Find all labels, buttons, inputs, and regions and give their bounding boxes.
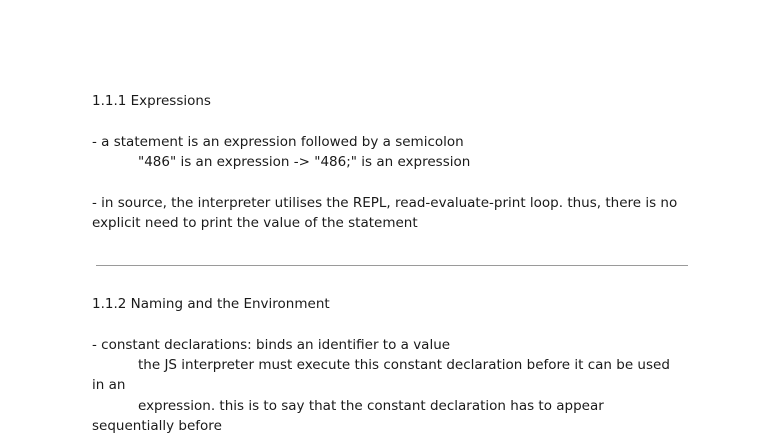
constant-declaration-note: the JS interpreter must execute this constant declaration before it can be used <box>138 357 670 373</box>
bullet-repl: - in source, the interpreter utilises the REPL, read-evaluate-print loop. thus, there is no <box>92 195 678 211</box>
bullet-repl-continued: explicit need to print the value of the statement <box>92 215 418 231</box>
section-heading-naming: 1.1.2 Naming and the Environment <box>92 296 330 312</box>
section-divider <box>96 265 688 266</box>
bullet-constant-declarations: - constant declarations: binds an identifier to a value <box>92 337 451 353</box>
section-heading-expressions: 1.1.1 Expressions <box>92 93 211 109</box>
constant-declaration-order: expression. this is to say that the constant declaration has to appear <box>138 398 604 414</box>
example-expression: "486" is an expression -> "486;" is an expression <box>138 154 471 170</box>
constant-declaration-note-wrap: in an <box>92 377 126 393</box>
bullet-statement-definition: - a statement is an expression followed by a semicolon <box>92 134 464 150</box>
constant-declaration-order-wrap: sequentially before <box>92 418 222 434</box>
